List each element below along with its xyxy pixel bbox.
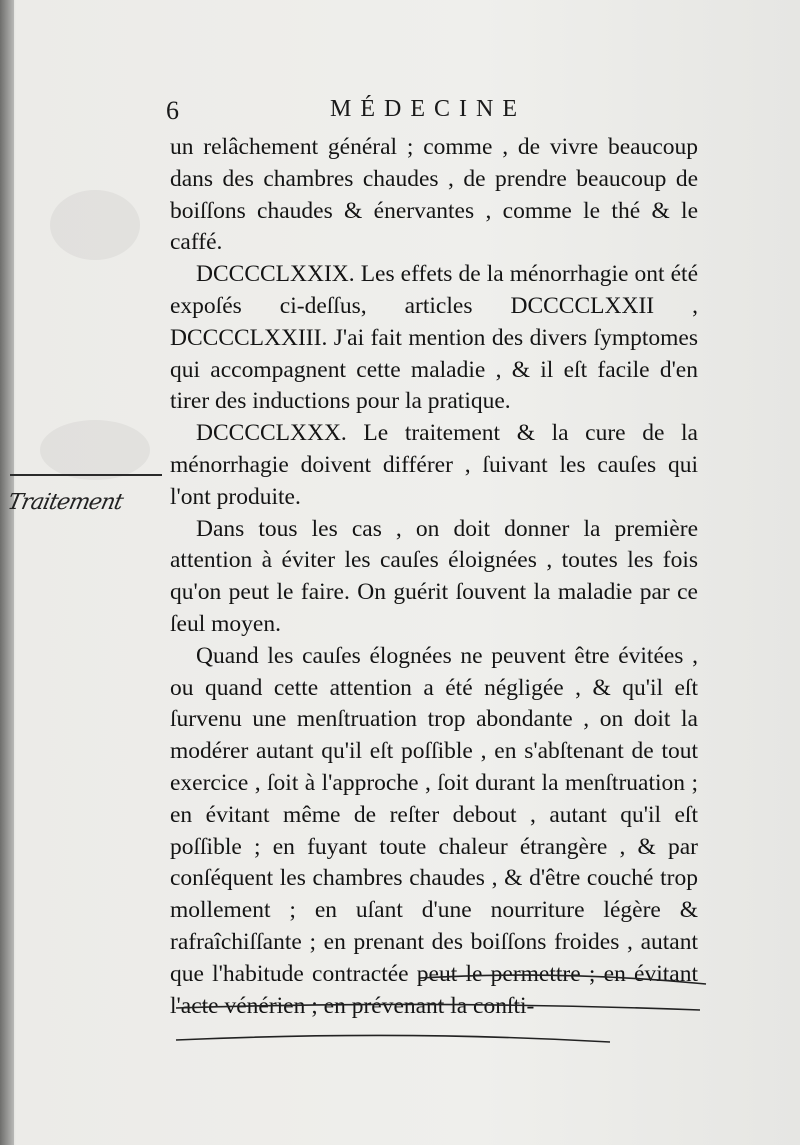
underline-stroke xyxy=(420,975,706,984)
paragraph: un relâchement général ; comme , de vivre beaucoup dans des chambres chaudes , de prendre beaucoup de boiſſons chaudes & énervantes , comme le thé & le caffé. xyxy=(170,134,698,256)
page-title: MÉDECINE xyxy=(330,96,526,122)
page-number: 6 xyxy=(166,96,179,125)
paragraph: DCCCCLXXX. Le traitement & la cure de la ménorrhagie doivent différer , ſuivant les cauſes qui l'ont produite. xyxy=(170,420,698,510)
paragraph: Dans tous les cas , on doit donner la première attention à éviter les cauſes éloignées , toutes les fois qu'on peut le faire. On guérit ſouvent la maladie par ce ſeul moyen. xyxy=(170,515,698,637)
paragraph: Quand les cauſes élognées ne peuvent être évitées , ou quand cette attention a été négligée , & qu'il eſt ſurvenu une menſtruation trop abondante , on doit la modérer autant qu'il eſt poſſible , en s'abſtenant de tout exercice , ſoit à l'approche , ſoit durant la menſtruation ; en évitant même de reſter debout , autant qu'il eſt poſſible ; en fuyant toute chaleur étrangère , & par conſéquent les chambres chaudes , & d'être couché trop mollement ; en uſant d'une nourriture légère & rafraîchiſſante ; en prenant des boiſſons froides , autant que l'habitude contractée peut le permettre ; en évitant l'acte vénérien ; en prévenant la conſti- xyxy=(170,642,698,1019)
paragraph: DCCCCLXXIX. Les effets de la ménorrhagie ont été expoſés ci-deſſus, articles DCCCCLXXII , DCCCCLXXIII. J'ai fait mention des divers ſymptomes qui accompagnent cette maladie , & il eſt facile d'en tirer des inductions pour la pratique. xyxy=(170,261,698,415)
underline-stroke xyxy=(176,1035,610,1042)
underline-stroke xyxy=(176,1004,700,1010)
handwritten-margin-note: Traitement xyxy=(5,490,125,515)
